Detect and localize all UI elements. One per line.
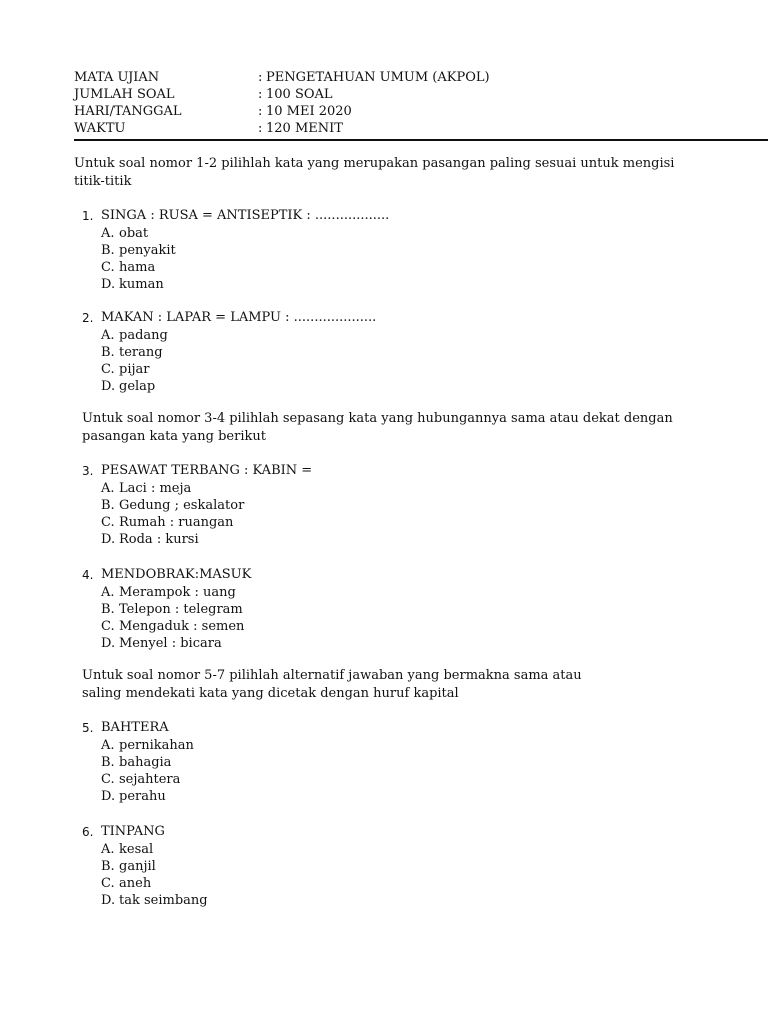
instruction-line: Untuk soal nomor 1-2 pilihlah kata yang merupakan pasangan paling sesuai untuk mengisi [74,156,675,171]
header-separator: : [258,87,263,102]
option-text: kesal [119,842,154,857]
option-text: bahagia [119,755,172,770]
option-letter: C. [101,260,115,275]
option-text: gelap [119,379,156,394]
option-text: pernikahan [119,738,194,753]
option-letter: C. [101,362,115,377]
option-letter: D. [101,893,116,908]
option-b [101,858,208,875]
option-text: Rumah : ruangan [119,515,234,530]
option-letter: C. [101,772,115,787]
question-number: 5. [82,721,94,735]
question-number: 6. [82,825,94,839]
option-letter: A. [101,226,115,241]
question-6 [82,823,208,909]
option-c [101,875,208,892]
header-separator: : [258,104,263,119]
header-label: HARI/TANGGAL [74,104,182,119]
option-a [101,584,251,601]
option-text: sejahtera [119,772,181,787]
option-letter: B. [101,243,115,258]
header-row-question-count [74,86,754,103]
option-c [101,361,376,378]
option-letter: D. [101,789,116,804]
option-letter: A. [101,585,115,600]
instruction-line: titik-titik [74,174,132,189]
option-a [101,225,389,242]
option-b [101,497,312,514]
option-letter: A. [101,328,115,343]
option-text: Merampok : uang [119,585,236,600]
header-value: 10 MEI 2020 [266,104,352,119]
question-number: 2. [82,311,94,325]
header-value: PENGETAHUAN UMUM (AKPOL) [266,70,490,85]
option-letter: A. [101,738,115,753]
instruction-line: Untuk soal nomor 3-4 pilihlah sepasang kata yang hubungannya sama atau dekat dengan [82,411,673,426]
option-letter: C. [101,515,115,530]
header-row-subject [74,69,754,86]
option-letter: A. [101,842,115,857]
question-text: MAKAN : LAPAR = LAMPU : .................... [101,310,377,325]
option-c [101,514,312,531]
question-text: MENDOBRAK:MASUK [101,567,252,582]
header-row-time [74,120,754,137]
instruction-block-1 [74,155,674,191]
option-text: ganjil [119,859,156,874]
question-1 [82,207,389,293]
header-label: WAKTU [74,121,126,136]
option-b [101,344,376,361]
question-text: PESAWAT TERBANG : KABIN = [101,463,313,478]
option-text: Gedung ; eskalator [119,498,245,513]
question-text: BAHTERA [101,720,169,735]
header-divider [74,139,768,141]
instruction-line: Untuk soal nomor 5-7 pilihlah alternatif jawaban yang bermakna sama atau [82,668,582,683]
question-2 [82,309,376,395]
question-5 [82,719,194,805]
option-letter: B. [101,755,115,770]
option-d [101,531,312,548]
question-3 [82,462,312,548]
instruction-block-2 [82,410,673,446]
option-d [101,635,251,652]
header-label: JUMLAH SOAL [74,87,175,102]
option-letter: B. [101,602,115,617]
option-text: obat [119,226,149,241]
option-letter: D. [101,532,116,547]
question-number: 4. [82,568,94,582]
question-4 [82,566,251,652]
option-text: kuman [119,277,164,292]
header-value: 100 SOAL [266,87,333,102]
option-letter: D. [101,379,116,394]
option-c [101,771,194,788]
header-row-date [74,103,754,120]
option-c [101,618,251,635]
option-text: Mengaduk : semen [119,619,245,634]
option-letter: B. [101,859,115,874]
option-text: Menyel : bicara [119,636,222,651]
option-a [101,327,376,344]
option-letter: B. [101,498,115,513]
option-text: aneh [119,876,152,891]
option-text: terang [119,345,163,360]
option-text: padang [119,328,168,343]
instruction-line: pasangan kata yang berikut [82,429,266,444]
option-letter: C. [101,876,115,891]
option-b [101,242,389,259]
option-text: perahu [119,789,166,804]
option-d [101,378,376,395]
option-a [101,737,194,754]
option-letter: B. [101,345,115,360]
option-letter: C. [101,619,115,634]
option-text: penyakit [119,243,176,258]
header-label: MATA UJIAN [74,70,160,85]
option-a [101,480,312,497]
option-letter: A. [101,481,115,496]
header-separator: : [258,70,263,85]
option-text: Telepon : telegram [119,602,243,617]
option-text: tak seimbang [119,893,208,908]
instruction-block-3 [82,667,582,703]
option-c [101,259,389,276]
instruction-line: saling mendekati kata yang dicetak dengan huruf kapital [82,686,459,701]
option-d [101,788,194,805]
option-text: Roda : kursi [119,532,199,547]
option-b [101,601,251,618]
option-d [101,892,208,909]
option-letter: D. [101,636,116,651]
header-value: 120 MENIT [266,121,343,136]
question-text: TINPANG [101,824,165,839]
option-b [101,754,194,771]
option-text: pijar [119,362,150,377]
option-text: Laci : meja [119,481,192,496]
header-separator: : [258,121,263,136]
question-number: 1. [82,209,94,223]
option-a [101,841,208,858]
option-text: hama [119,260,156,275]
option-d [101,276,389,293]
question-text: SINGA : RUSA = ANTISEPTIK : .................. [101,208,390,223]
option-letter: D. [101,277,116,292]
question-number: 3. [82,464,94,478]
exam-header [74,69,754,137]
